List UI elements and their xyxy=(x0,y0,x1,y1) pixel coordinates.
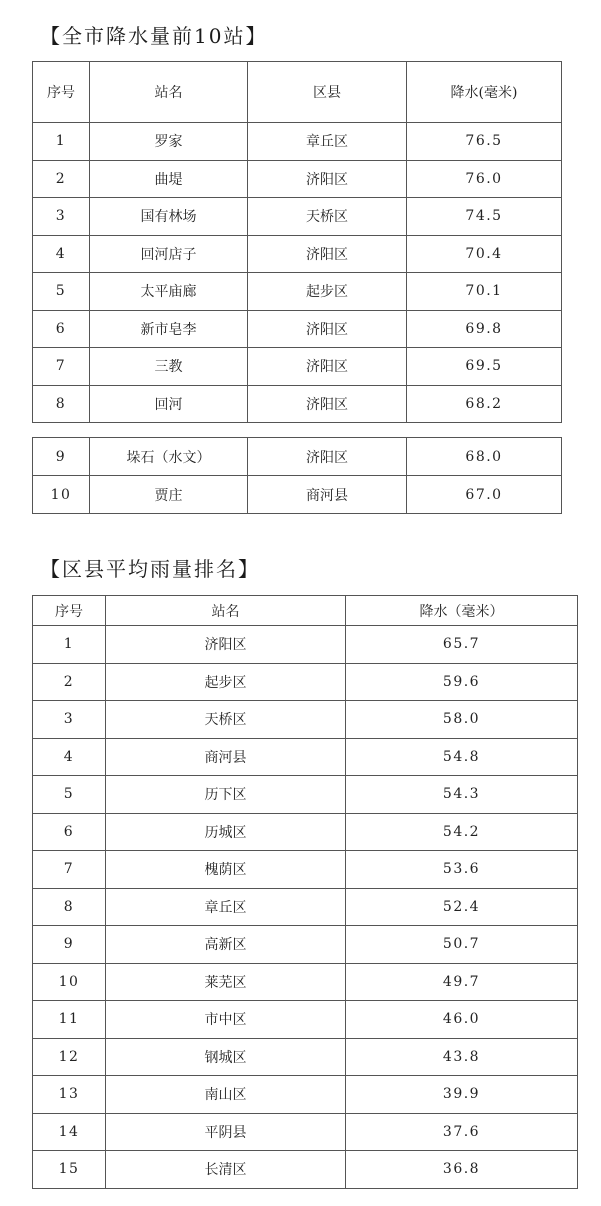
cell-district-name: 天桥区 xyxy=(106,701,346,739)
table-row xyxy=(33,813,578,851)
column-header-index: 序号 xyxy=(33,62,90,123)
cell-station-name: 回河店子 xyxy=(90,235,248,273)
column-header-precipitation: 降水(毫米) xyxy=(407,62,562,123)
cell-district-name: 钢城区 xyxy=(106,1038,346,1076)
table-row xyxy=(33,348,562,386)
table-row xyxy=(33,738,578,776)
cell-precipitation: 52.4 xyxy=(346,888,578,926)
cell-station-name: 太平庙廊 xyxy=(90,273,248,311)
cell-precipitation: 43.8 xyxy=(346,1038,578,1076)
cell-index: 1 xyxy=(33,626,106,664)
cell-district: 济阳区 xyxy=(248,385,407,423)
cell-district: 济阳区 xyxy=(248,438,407,476)
cell-district-name: 历下区 xyxy=(106,776,346,814)
cell-index: 2 xyxy=(33,160,90,198)
cell-index: 2 xyxy=(33,663,106,701)
cell-precipitation: 59.6 xyxy=(346,663,578,701)
cell-precipitation: 67.0 xyxy=(407,476,562,514)
cell-index: 6 xyxy=(33,813,106,851)
cell-precipitation: 76.0 xyxy=(407,160,562,198)
cell-station-name: 国有林场 xyxy=(90,198,248,236)
section-title-district-ranking: 【区县平均雨量排名】 xyxy=(40,557,260,581)
cell-index: 13 xyxy=(33,1076,106,1114)
cell-precipitation: 39.9 xyxy=(346,1076,578,1114)
column-header-precipitation: 降水（毫米） xyxy=(346,596,578,626)
table-row xyxy=(33,626,578,664)
cell-station-name: 贾庄 xyxy=(90,476,248,514)
column-header-station: 站名 xyxy=(106,596,346,626)
cell-district: 商河县 xyxy=(248,476,407,514)
cell-precipitation: 69.5 xyxy=(407,348,562,386)
cell-district: 天桥区 xyxy=(248,198,407,236)
cell-precipitation: 70.1 xyxy=(407,273,562,311)
cell-index: 8 xyxy=(33,385,90,423)
cell-precipitation: 50.7 xyxy=(346,926,578,964)
cell-index: 3 xyxy=(33,701,106,739)
district-average-rainfall-table xyxy=(32,595,578,1189)
table-row xyxy=(33,160,562,198)
cell-index: 7 xyxy=(33,851,106,889)
cell-district: 济阳区 xyxy=(248,310,407,348)
column-header-district: 区县 xyxy=(248,62,407,123)
table-row xyxy=(33,1076,578,1114)
cell-district-name: 平阴县 xyxy=(106,1113,346,1151)
table-row xyxy=(33,663,578,701)
cell-index: 9 xyxy=(33,438,90,476)
cell-district: 济阳区 xyxy=(248,235,407,273)
cell-district-name: 起步区 xyxy=(106,663,346,701)
cell-district-name: 历城区 xyxy=(106,813,346,851)
cell-precipitation: 76.5 xyxy=(407,123,562,161)
cell-station-name: 垛石（水文） xyxy=(90,438,248,476)
cell-station-name: 曲堤 xyxy=(90,160,248,198)
cell-index: 4 xyxy=(33,235,90,273)
table-row xyxy=(33,1151,578,1189)
cell-station-name: 回河 xyxy=(90,385,248,423)
table-header-row xyxy=(33,62,562,123)
cell-index: 7 xyxy=(33,348,90,386)
table-row xyxy=(33,385,562,423)
cell-precipitation: 36.8 xyxy=(346,1151,578,1189)
cell-index: 4 xyxy=(33,738,106,776)
section-title-top10: 【全市降水量前10站】 xyxy=(40,24,268,48)
table-row xyxy=(33,888,578,926)
table-row xyxy=(33,198,562,236)
cell-district: 起步区 xyxy=(248,273,407,311)
cell-index: 14 xyxy=(33,1113,106,1151)
cell-precipitation: 54.8 xyxy=(346,738,578,776)
cell-precipitation: 54.2 xyxy=(346,813,578,851)
cell-precipitation: 49.7 xyxy=(346,963,578,1001)
cell-index: 9 xyxy=(33,926,106,964)
cell-district-name: 济阳区 xyxy=(106,626,346,664)
cell-district-name: 章丘区 xyxy=(106,888,346,926)
table-row xyxy=(33,1113,578,1151)
cell-district-name: 莱芜区 xyxy=(106,963,346,1001)
top10-stations-table-continued xyxy=(32,437,562,514)
table-row xyxy=(33,235,562,273)
cell-index: 3 xyxy=(33,198,90,236)
table-row xyxy=(33,851,578,889)
cell-precipitation: 68.0 xyxy=(407,438,562,476)
top10-stations-table xyxy=(32,61,562,423)
cell-district-name: 高新区 xyxy=(106,926,346,964)
cell-precipitation: 65.7 xyxy=(346,626,578,664)
cell-district-name: 南山区 xyxy=(106,1076,346,1114)
cell-precipitation: 37.6 xyxy=(346,1113,578,1151)
table-row xyxy=(33,438,562,476)
table-row xyxy=(33,963,578,1001)
cell-district: 济阳区 xyxy=(248,348,407,386)
table-row xyxy=(33,701,578,739)
table-row xyxy=(33,1038,578,1076)
cell-index: 1 xyxy=(33,123,90,161)
cell-index: 5 xyxy=(33,273,90,311)
table-row xyxy=(33,776,578,814)
column-header-station: 站名 xyxy=(90,62,248,123)
cell-precipitation: 68.2 xyxy=(407,385,562,423)
cell-index: 12 xyxy=(33,1038,106,1076)
cell-precipitation: 54.3 xyxy=(346,776,578,814)
cell-district: 济阳区 xyxy=(248,160,407,198)
table-row xyxy=(33,476,562,514)
cell-district-name: 槐荫区 xyxy=(106,851,346,889)
cell-precipitation: 46.0 xyxy=(346,1001,578,1039)
cell-precipitation: 69.8 xyxy=(407,310,562,348)
cell-station-name: 三教 xyxy=(90,348,248,386)
cell-index: 10 xyxy=(33,963,106,1001)
cell-precipitation: 74.5 xyxy=(407,198,562,236)
cell-district-name: 市中区 xyxy=(106,1001,346,1039)
cell-district: 章丘区 xyxy=(248,123,407,161)
cell-station-name: 新市皂李 xyxy=(90,310,248,348)
cell-index: 8 xyxy=(33,888,106,926)
table-row xyxy=(33,273,562,311)
cell-precipitation: 58.0 xyxy=(346,701,578,739)
cell-index: 5 xyxy=(33,776,106,814)
table-row xyxy=(33,310,562,348)
table-row xyxy=(33,123,562,161)
column-header-index: 序号 xyxy=(33,596,106,626)
table-header-row xyxy=(33,596,578,626)
cell-district-name: 长清区 xyxy=(106,1151,346,1189)
cell-index: 10 xyxy=(33,476,90,514)
cell-precipitation: 53.6 xyxy=(346,851,578,889)
cell-index: 6 xyxy=(33,310,90,348)
cell-precipitation: 70.4 xyxy=(407,235,562,273)
table-row xyxy=(33,926,578,964)
cell-district-name: 商河县 xyxy=(106,738,346,776)
table-row xyxy=(33,1001,578,1039)
cell-index: 11 xyxy=(33,1001,106,1039)
cell-index: 15 xyxy=(33,1151,106,1189)
cell-station-name: 罗家 xyxy=(90,123,248,161)
